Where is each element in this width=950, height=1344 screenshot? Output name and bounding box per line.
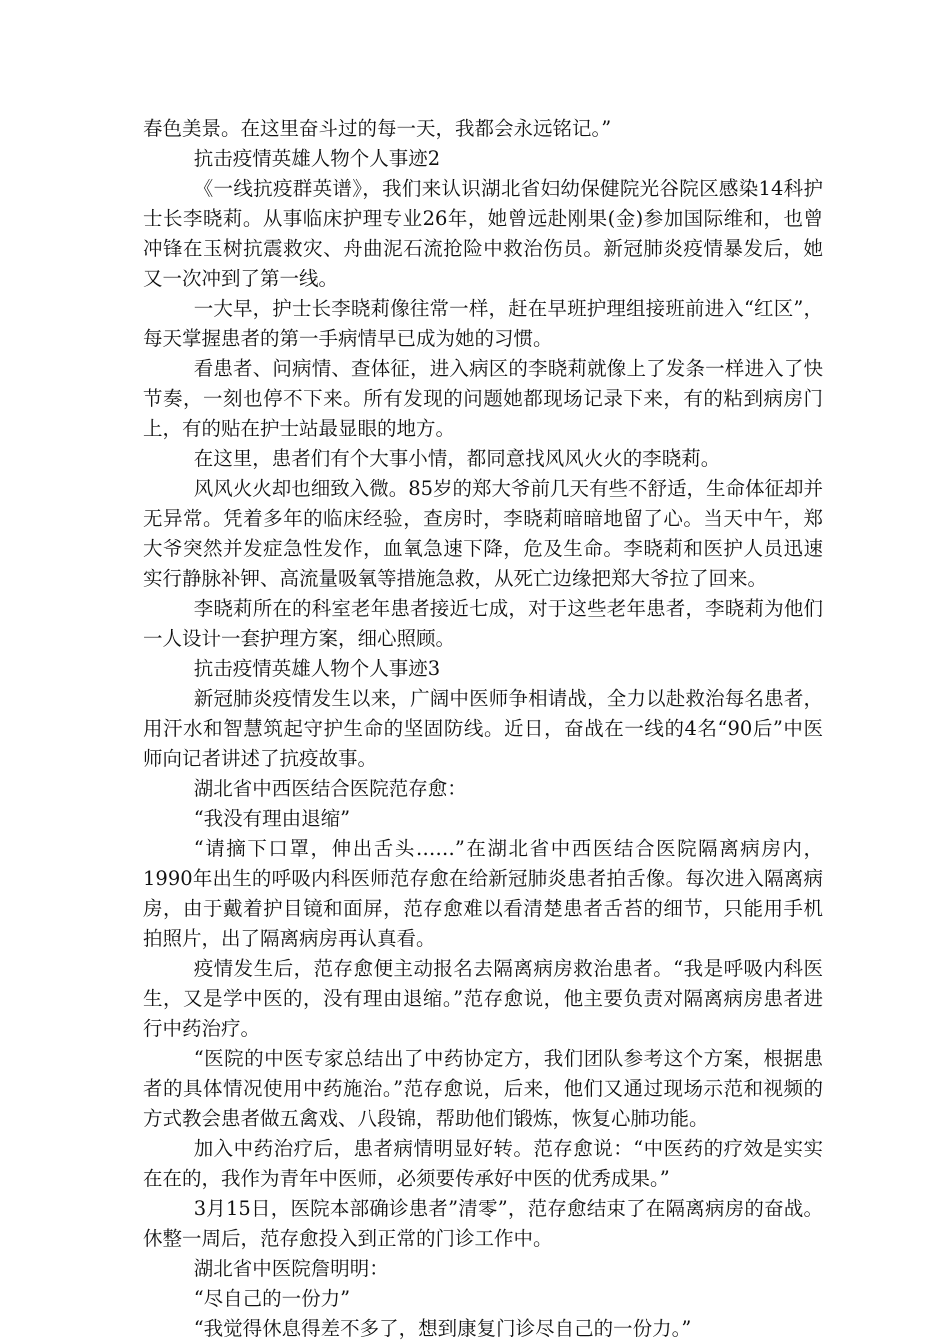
section-heading: 抗击疫情英雄人物个人事迹2 (193, 147, 441, 170)
paragraph: 湖北省中医院詹明明： (193, 1257, 389, 1280)
paragraph: “医院的中医专家总结出了中药协定方，我们团队参考这个方案，根据患者的具体情况使用中药施治。”范存愈说，后来，他们又通过现场示范和视频的方式教会患者做五禽戏、八段锦，帮助他们锻炼，恢复心肺功能。 (143, 1047, 823, 1130)
paragraph: 春色美景。在这里奋斗过的每一天，我都会永远铭记。” (143, 117, 612, 140)
paragraph: 看患者、问病情、查体征，进入病区的李晓莉就像上了发条一样进入了快节奏，一刻也停不下来。所有发现的问题她都现场记录下来，有的粘到病房门上，有的贴在护士站最显眼的地方。 (143, 357, 823, 440)
paragraph: “我觉得休息得差不多了，想到康复门诊尽自己的一份力。” (193, 1317, 692, 1340)
paragraph: “请摘下口罩，伸出舌头……”在湖北省中西医结合医院隔离病房内，1990年出生的呼吸内科医师范存愈在给新冠肺炎患者拍舌像。每次进入隔离病房，由于戴着护目镜和面屏，范存愈难以看清楚患者舌苔的细节，只能用手机拍照片，出了隔离病房再认真看。 (143, 837, 823, 950)
paragraph: 加入中药治疗后，患者病情明显好转。范存愈说：“中医药的疗效是实实在在的，我作为青年中医师，必须要传承好中医的优秀成果。” (143, 1137, 823, 1190)
paragraph: 新冠肺炎疫情发生以来，广阔中医师争相请战，全力以赴救治每名患者，用汗水和智慧筑起守护生命的坚固防线。近日，奋战在一线的4名“90后”中医师向记者讲述了抗疫故事。 (143, 687, 823, 770)
paragraph: “尽自己的一份力” (193, 1287, 351, 1310)
section-heading: 抗击疫情英雄人物个人事迹3 (193, 657, 441, 680)
paragraph: 湖北省中西医结合医院范存愈： (193, 777, 467, 800)
paragraph: 3月15日，医院本部确诊患者”清零”，范存愈结束了在隔离病房的奋战。休整一周后，范存愈投入到正常的门诊工作中。 (143, 1197, 823, 1250)
document-body (143, 114, 823, 1344)
paragraph: 李晓莉所在的科室老年患者接近七成，对于这些老年患者，李晓莉为他们一人设计一套护理方案，细心照顾。 (143, 597, 823, 650)
paragraph: 疫情发生后，范存愈便主动报名去隔离病房救治患者。“我是呼吸内科医生，又是学中医的，没有理由退缩。”范存愈说，他主要负责对隔离病房患者进行中药治疗。 (143, 957, 823, 1040)
paragraph: 一大早，护士长李晓莉像往常一样，赶在早班护理组接班前进入“红区”，每天掌握患者的第一手病情早已成为她的习惯。 (143, 297, 823, 350)
paragraph: 《一线抗疫群英谱》，我们来认识湖北省妇幼保健院光谷院区感染14科护士长李晓莉。从事临床护理专业26年，她曾远赴刚果(金)参加国际维和，也曾冲锋在玉树抗震救灾、舟曲泥石流抢险中救治伤员。新冠肺炎疫情暴发后，她又一次冲到了第一线。 (143, 177, 823, 290)
paragraph: 在这里，患者们有个大事小情，都同意找风风火火的李晓莉。 (193, 447, 721, 470)
paragraph: “我没有理由退缩” (193, 807, 351, 830)
paragraph: 风风火火却也细致入微。85岁的郑大爷前几天有些不舒适，生命体征却并无异常。凭着多年的临床经验，查房时，李晓莉暗暗地留了心。当天中午，郑大爷突然并发症急性发作，血氧急速下降，危及生命。李晓莉和医护人员迅速实行静脉补钾、高流量吸氧等措施急救，从死亡边缘把郑大爷拉了回来。 (143, 477, 824, 590)
